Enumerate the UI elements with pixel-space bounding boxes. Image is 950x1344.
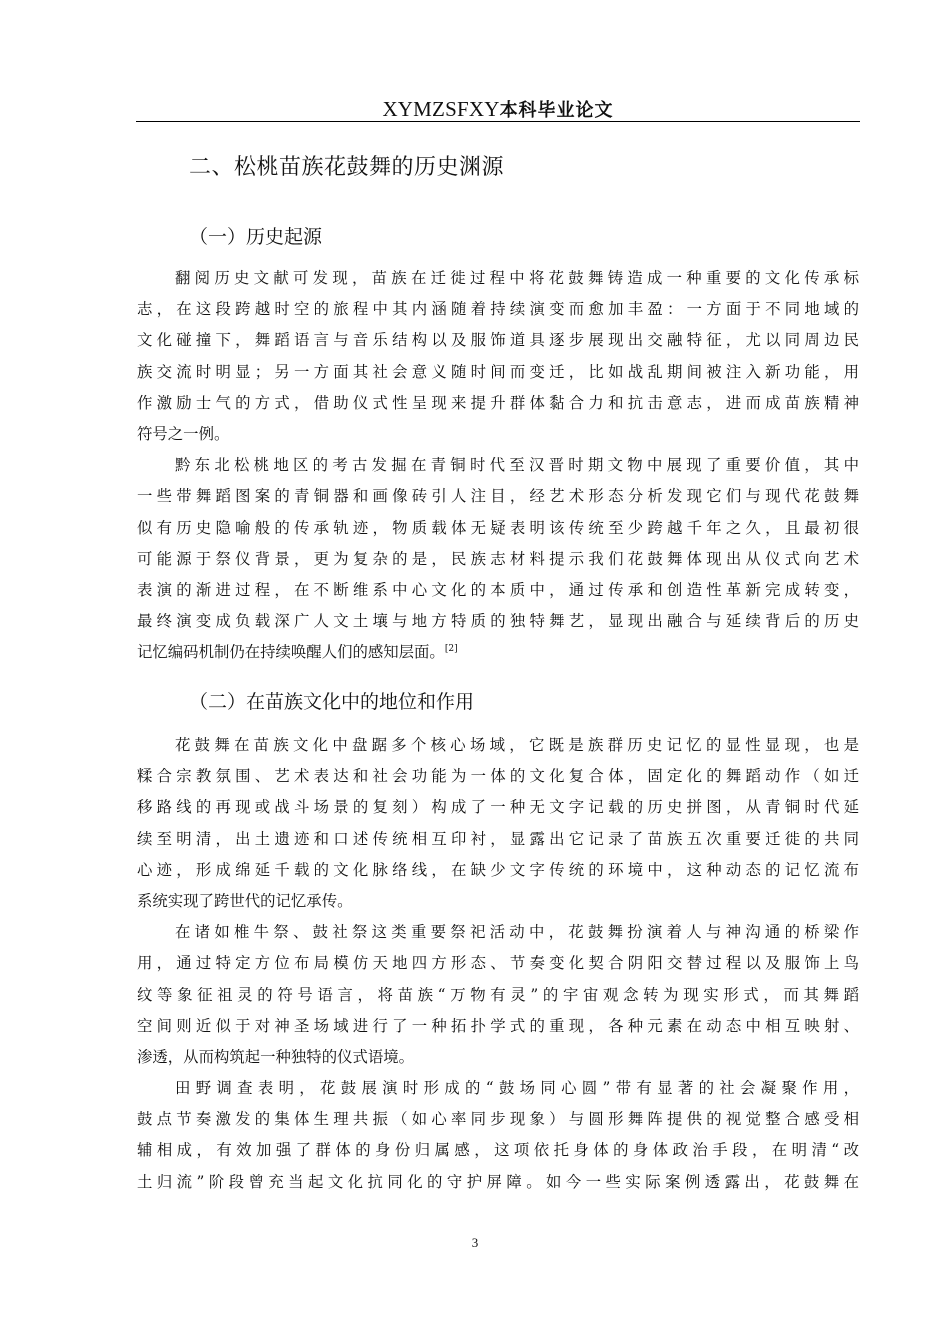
- text-line: 最终演变成负载深广人文土壤与地方特质的独特舞艺，显现出融合与延续背后的历史: [137, 612, 859, 631]
- paragraph: [137, 1073, 859, 1198]
- text-line: 辅相成，有效加强了群体的身份归属感，这项依托身体的身体政治手段，在明清“改: [137, 1141, 859, 1160]
- text-line: 系统实现了跨世代的记忆承传。: [137, 891, 353, 910]
- text-line: 翻阅历史文献可发现，苗族在迁徙过程中将花鼓舞铸造成一种重要的文化传承标: [175, 269, 859, 287]
- citation-mark: [2]: [444, 644, 458, 655]
- text-line: 纹等象征祖灵的符号语言，将苗族“万物有灵”的宇宙观念转为现实形式，而其舞蹈: [137, 985, 859, 1004]
- subsection-2-title: （二）在苗族文化中的地位和作用: [189, 691, 475, 713]
- text-line: 文化碰撞下，舞蹈语言与音乐结构以及服饰道具逐步展现出交融特征，尤以同周边民: [137, 331, 859, 350]
- header-code: XYMZSFXY: [382, 97, 500, 121]
- header-title: 本科毕业论文: [499, 100, 614, 121]
- paragraph: [137, 730, 859, 917]
- text-line: [137, 637, 859, 668]
- subsection-1-body: [137, 263, 859, 668]
- text-line: 族交流时明显；另一方面其社会意义随时间而变迁，比如战乱期间被注入新功能，用: [137, 362, 859, 381]
- subsection-1-title: （一）历史起源: [189, 226, 323, 248]
- text-line: 似有历史隐喻般的传承轨迹，物质载体无疑表明该传统至少跨越千年之久，且最初很: [137, 518, 859, 537]
- text-line: 在诸如椎牛祭、鼓社祭这类重要祭祀活动中，花鼓舞扮演着人与神沟通的桥梁作: [175, 923, 859, 942]
- text-line: 志，在这段跨越时空的旅程中其内涵随着持续演变而愈加丰盈：一方面于不同地域的: [137, 300, 859, 319]
- page-header: [137, 97, 859, 121]
- paragraph: [137, 917, 859, 1073]
- header-rule: [136, 121, 860, 122]
- text-line: 移路线的再现或战斗场景的复刻）构成了一种无文字记载的历史拼图，从青铜时代延: [137, 798, 859, 817]
- text-line: 用，通过特定方位布局模仿天地四方形态、节奏变化契合阴阳交替过程以及服饰上鸟: [137, 954, 859, 973]
- text-line: 续至明清，出土遗迹和口述传统相互印衬，显露出它记录了苗族五次重要迁徙的共同: [137, 829, 859, 848]
- text-line: 渗透，从而构筑起一种独特的仪式语境。: [137, 1047, 415, 1066]
- text-line-content: 记忆编码机制仍在持续唤醒人们的感知层面。: [137, 643, 445, 662]
- text-line: 土归流”阶段曾充当起文化抗同化的守护屏障。如今一些实际案例透露出，花鼓舞在: [137, 1172, 859, 1191]
- text-line: 花鼓舞在苗族文化中盘踞多个核心场域，它既是族群历史记忆的显性显现，也是: [175, 736, 859, 754]
- text-line: 心迹，形成绵延千载的文化脉络线，在缺少文字传统的环境中，这种动态的记忆流布: [137, 860, 859, 879]
- paragraph: [137, 450, 859, 668]
- text-line: 糅合宗教氛围、艺术表达和社会功能为一体的文化复合体，固定化的舞蹈动作（如迁: [137, 767, 859, 786]
- page-number: 3: [471, 1235, 479, 1250]
- text-line: 黔东北松桃地区的考古发掘在青铜时代至汉晋时期文物中展现了重要价值，其中: [175, 456, 859, 475]
- text-line: 鼓点节奏激发的集体生理共振（如心率同步现象）与圆形舞阵提供的视觉整合感受相: [137, 1110, 859, 1129]
- text-line: 作激励士气的方式，借助仪式性呈现来提升群体黏合力和抗击意志，进而成苗族精神: [137, 393, 859, 412]
- text-line: 可能源于祭仪背景，更为复杂的是，民族志材料提示我们花鼓舞体现出从仪式向艺术: [137, 549, 859, 568]
- text-line: 田野调查表明，花鼓展演时形成的“鼓场同心圆”带有显著的社会凝聚作用，: [175, 1079, 859, 1098]
- paragraph: [137, 263, 859, 450]
- text-line: 表演的渐进过程，在不断维系中心文化的本质中，通过传承和创造性革新完成转变，: [137, 580, 859, 599]
- text-line: 一些带舞蹈图案的青铜器和画像砖引人注目，经艺术形态分析发现它们与现代花鼓舞: [137, 487, 859, 506]
- subsection-2-body: [137, 730, 859, 1198]
- text-line: 符号之一例。: [137, 424, 230, 443]
- section-title: 二、松桃苗族花鼓舞的历史渊源: [189, 155, 505, 180]
- text-line: 空间则近似于对神圣场域进行了一种拓扑学式的重现，各种元素在动态中相互映射、: [137, 1016, 859, 1035]
